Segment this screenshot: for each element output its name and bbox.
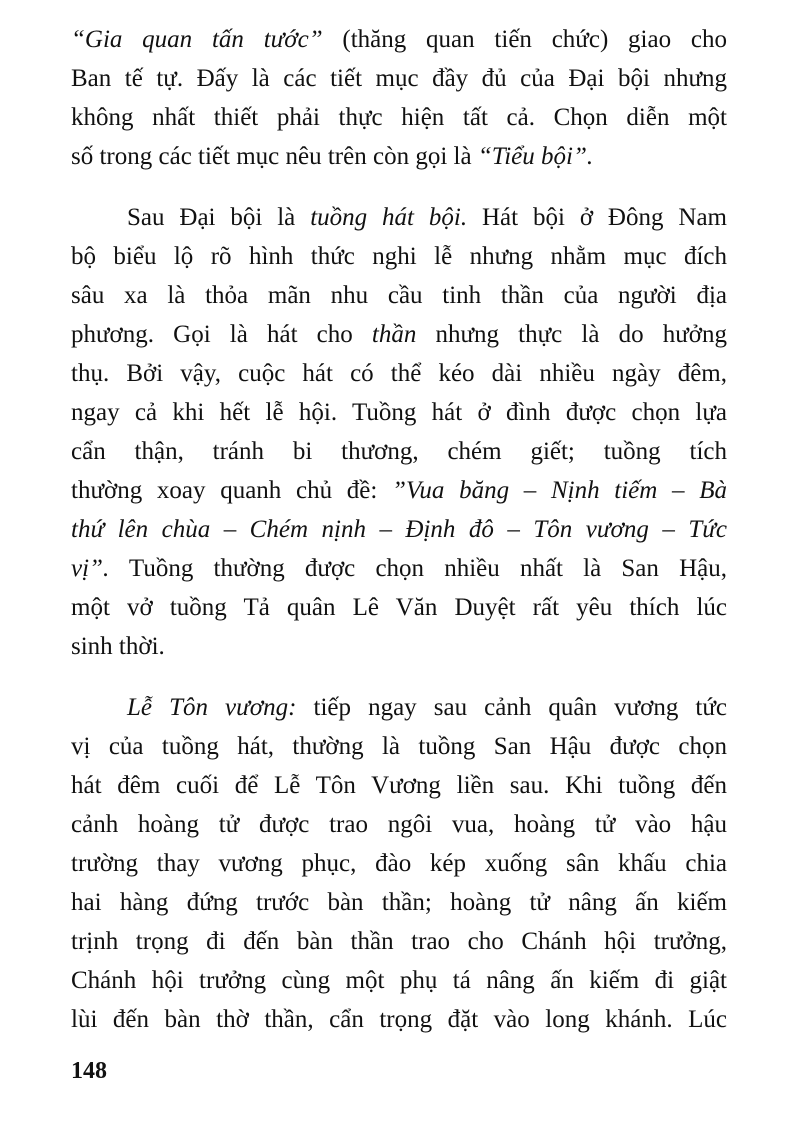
text-line — [71, 727, 727, 766]
text: sinh thời. — [71, 633, 165, 660]
text-line — [71, 471, 727, 510]
paragraph — [71, 198, 727, 666]
text-line — [71, 510, 727, 549]
text: (thăng quan tiến chức) giao cho — [322, 26, 727, 53]
text-line — [71, 98, 727, 137]
page-body — [71, 20, 727, 1039]
text-line — [71, 883, 727, 922]
text-line — [71, 59, 727, 98]
italic-text: Lễ Tôn vương: — [127, 694, 297, 721]
text-line — [71, 276, 727, 315]
text: vị của tuồng hát, thường là tuồng San Hậu được chọn — [71, 733, 727, 760]
text: thụ. Bởi vậy, cuộc hát có thể kéo dài nhiều ngày đêm, — [71, 360, 727, 387]
text-line — [71, 922, 727, 961]
text: Tuồng thường được chọn nhiều nhất là San Hậu, — [109, 555, 727, 582]
text: cảnh hoàng tử được trao ngôi vua, hoàng tử vào hậu — [71, 811, 727, 838]
text: không nhất thiết phải thực hiện tất cả. Chọn diễn một — [71, 104, 727, 131]
text-line — [71, 432, 727, 471]
text-line — [71, 805, 727, 844]
text-line — [71, 20, 727, 59]
text: nhưng thực là do hưởng — [416, 321, 727, 348]
text: Sau Đại bội là — [127, 204, 311, 231]
text-line — [71, 237, 727, 276]
italic-text: tuồng hát bội. — [310, 204, 468, 231]
text-line — [71, 961, 727, 1000]
text: lùi đến bàn thờ thần, cẩn trọng đặt vào long khánh. Lúc — [71, 1006, 727, 1033]
text: số trong các tiết mục nêu trên còn gọi là — [71, 143, 478, 170]
text: sâu xa là thỏa mãn nhu cầu tinh thần của người địa — [71, 282, 727, 309]
text: hát đêm cuối để Lễ Tôn Vương liền sau. Khi tuồng đến — [71, 772, 727, 799]
italic-text: ”Vua băng – Nịnh tiếm – Bà — [392, 477, 727, 504]
text: tiếp ngay sau cảnh quân vương tức — [296, 694, 727, 721]
text: ngay cả khi hết lễ hội. Tuồng hát ở đình được chọn lựa — [71, 399, 727, 426]
italic-text: “Tiểu bội”. — [477, 143, 594, 170]
text: một vở tuồng Tả quân Lê Văn Duyệt rất yêu thích lúc — [71, 594, 727, 621]
text: Chánh hội trưởng cùng một phụ tá nâng ấn kiếm đi giật — [71, 967, 727, 994]
text: Ban tế tự. Đấy là các tiết mục đầy đủ của Đại bội nhưng — [71, 65, 727, 92]
text: trịnh trọng đi đến bàn thần trao cho Chánh hội trưởng, — [71, 928, 727, 955]
text-line — [71, 198, 727, 237]
italic-text: vị”. — [71, 555, 110, 582]
text-line — [71, 315, 727, 354]
text-line — [71, 137, 727, 176]
text-line — [71, 844, 727, 883]
text-line — [71, 688, 727, 727]
text: hai hàng đứng trước bàn thần; hoàng tử nâng ấn kiếm — [71, 889, 727, 916]
text-line — [71, 766, 727, 805]
text-line — [71, 393, 727, 432]
page-number: 148 — [71, 1058, 107, 1084]
text-line — [71, 354, 727, 393]
text: trường thay vương phục, đào kép xuống sân khấu chia — [71, 850, 727, 877]
italic-text: “Gia quan tấn tước” — [71, 26, 323, 53]
paragraph — [71, 688, 727, 1039]
text-line — [71, 549, 727, 588]
text: cẩn thận, tránh bi thương, chém giết; tuồng tích — [71, 438, 727, 465]
text-line — [71, 1000, 727, 1039]
text: thường xoay quanh chủ đề: — [71, 477, 393, 504]
text: Hát bội ở Đông Nam — [467, 204, 727, 231]
italic-text: thần — [371, 321, 417, 348]
text-line — [71, 627, 727, 666]
italic-text: thứ lên chùa – Chém nịnh – Định đô – Tôn vương – Tức — [71, 516, 727, 543]
paragraph — [71, 20, 727, 176]
text: phương. Gọi là hát cho — [71, 321, 372, 348]
text-line — [71, 588, 727, 627]
text: bộ biểu lộ rõ hình thức nghi lễ nhưng nhằm mục đích — [71, 243, 727, 270]
